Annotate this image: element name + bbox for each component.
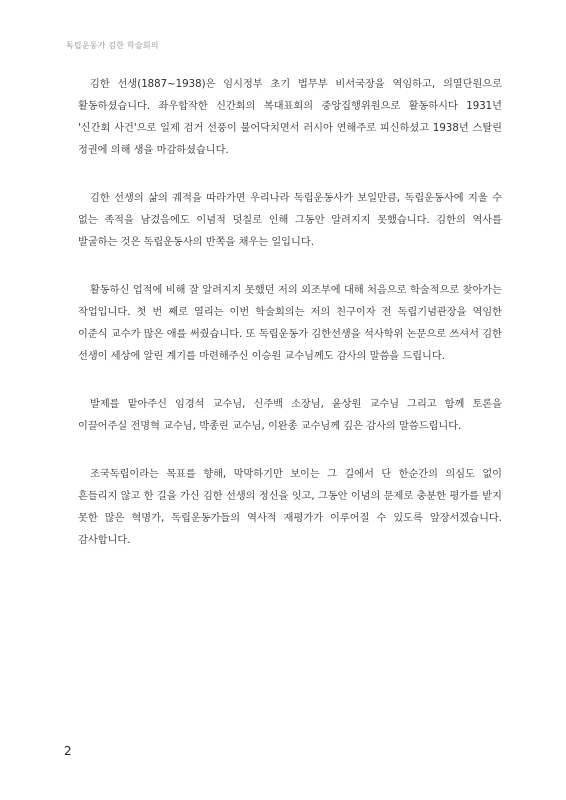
body-text <box>78 74 502 578</box>
paragraph-3: 활동하신 업적에 비해 잘 알려지지 못했던 저의 외조부에 대해 처음으로 학술적으로 찾아가는 작업입니다. 첫 번 째로 열리는 이번 학술회의는 저의 친구이자 전 독립기념관장을 역임한 이준식 교수가 많은 애를 써줬습니다. 또 독립운동가 김한선생을 석사학위 논문으로 쓰셔서 김한 선생이 세상에 알린 계기를 마련해주신 이승원 교수님께도 감사의 말씀을 드립니다. <box>78 285 502 362</box>
paragraph-5: 조국독립이라는 목표를 향해, 막막하기만 보이는 그 길에서 단 한순간의 의심도 없이 흔들리지 않고 한 길을 가신 김한 선생의 정신을 잇고, 그동안 이념의 문제로 충분한 평가를 받지 못한 많은 혁명가, 독립운동가들의 역사적 재평가가 이루어질 수 있도록 앞장서겠습니다. 감사합니다. <box>78 469 502 546</box>
paragraph-1: 김한 선생(1887~1938)은 임시정부 초기 법무부 비서국장을 역임하고, 의열단원으로 활동하셨습니다. 좌우합작한 신간회의 복대표회의 중앙집행위원으로 활동하시다 1931년 '신간회 사건'으로 일제 검거 선풍이 불어닥치면서 러시아 연해주로 피신하셨고 1938년 스탈린 정권에 의해 생을 마감하셨습니다. <box>78 79 502 156</box>
page-number: 2 <box>64 744 72 758</box>
running-header: 독립운동가 김한 학술회의 <box>66 41 159 50</box>
paragraph-2: 김한 선생의 삶의 궤적을 따라가면 우리나라 독립운동사가 보일만큼, 독립운동사에 지울 수 없는 족적을 남겼음에도 이념적 덧칠로 인해 그동안 알려지지 못했습니다. 김한의 역사를 발굴하는 것은 독립운동사의 반쪽을 채우는 일입니다. <box>78 193 502 248</box>
paragraph-4: 발제를 맡아주신 임경석 교수님, 신주백 소장님, 윤상원 교수님 그리고 함께 토론을 이끌어주실 전명혁 교수님, 박종린 교수님, 이완종 교수님께 깊은 감사의 말씀드립니다. <box>78 399 502 432</box>
